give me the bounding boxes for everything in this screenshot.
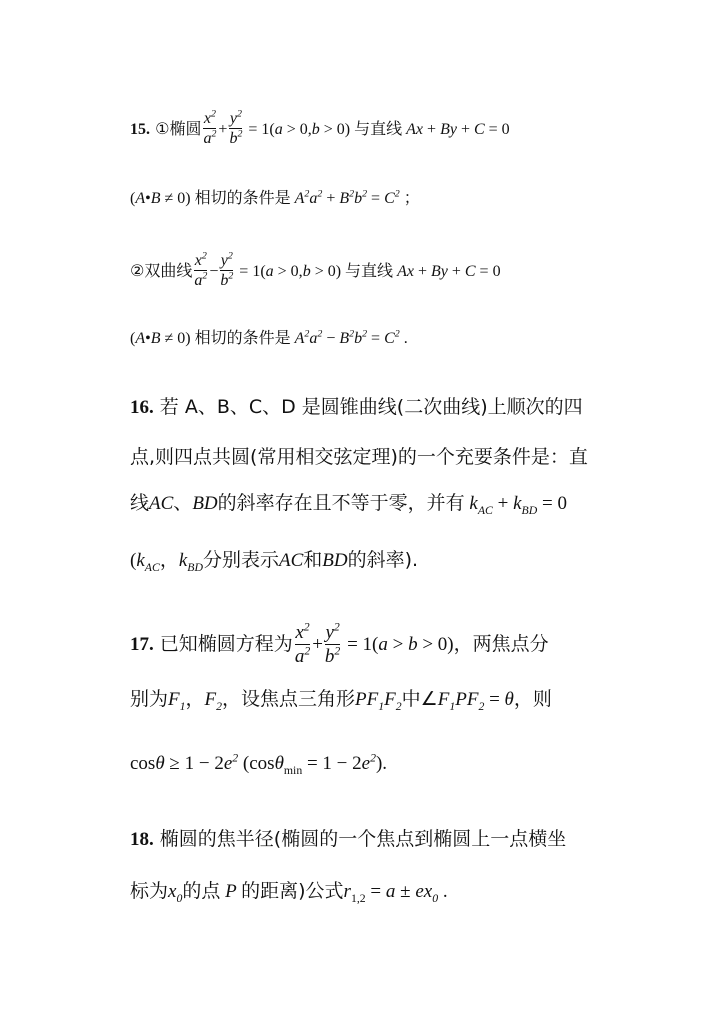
item-number: 15. — [130, 120, 150, 138]
item-16-line-1: 16. 若 A、B、C、D 是圆锥曲线(二次曲线)上顺次的四 — [130, 396, 583, 418]
item-18-line-1: 18. 椭圆的焦半径(椭圆的一个焦点到椭圆上一点横坐 — [130, 828, 567, 850]
item-16-line-2: 点,则四点共圆(常用相交弦定理)的一个充要条件是：直 — [130, 446, 588, 468]
item-15-line-2: (A•B ≠ 0) 相切的条件是 $A^2a^2 + B^2b^2 = C^2$ ； — [130, 188, 420, 207]
item-number: 16. — [130, 397, 154, 418]
item-17-line-1: 17. 已知椭圆方程为 $\frac{x^2}{a^2}$ + $\frac{y^2}{b^2}$ = 1(a > b > 0)，两焦点分 — [130, 620, 549, 667]
item-15-line-3: ②双曲线 $\frac{x^2}{a^2}$ − $\frac{y^2}{b^2}$ = 1(a > 0,b > 0) 与直线 Ax + By + C = 0 — [130, 250, 501, 290]
fraction: $\frac{x^2}{a^2}$ — [203, 108, 217, 148]
fraction: $\frac{y^2}{b^2}$ — [220, 250, 234, 290]
fraction: $\frac{y^2}{b^2}$ — [229, 108, 243, 148]
item-number: 17. — [130, 633, 154, 655]
item-16-line-4: ($k_{AC}$，$k_{BD}$分别表示AC和BD的斜率). — [130, 549, 419, 574]
item-16-line-3: 线AC、BD的斜率存在且不等于零，并有 $k_{AC} + k_{BD} = 0$ — [130, 492, 567, 517]
item-18-line-2: 标为$x_0$的点 P 的距离)公式$r_{1,2} = a \pm ex_0$ . — [130, 880, 448, 905]
item-15-line-1: 15. ①椭圆 $\frac{x^2}{a^2}$ + $\frac{y^2}{b^2}$ = 1(a > 0,b > 0) 与直线 Ax + By + C = 0 — [130, 108, 510, 148]
item-number: 18. — [130, 829, 154, 850]
item-15-line-4: (A•B ≠ 0) 相切的条件是 $A^2a^2 - B^2b^2 = C^2$ . — [130, 328, 408, 347]
item-17-line-3: $\cos\theta \ge 1 - 2e^2$ $(\cos\theta_{min} = 1 - 2e^2)$. — [130, 751, 388, 777]
fraction: $\frac{x^2}{a^2}$ — [294, 620, 311, 667]
item-17-line-2: 别为$F_1$，$F_2$，设焦点三角形$PF_1F_2$中$\angle F_1PF_2 = \theta$，则 — [130, 688, 552, 713]
fraction: $\frac{y^2}{b^2}$ — [324, 620, 341, 667]
fraction: $\frac{x^2}{a^2}$ — [194, 250, 208, 290]
